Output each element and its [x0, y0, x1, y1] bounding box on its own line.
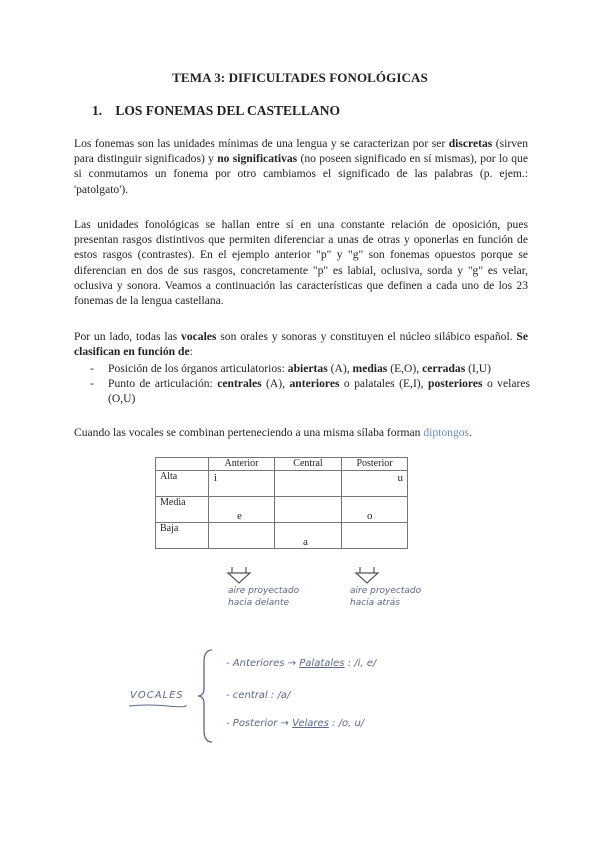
table-cell — [275, 471, 342, 497]
bold-term: discretas — [448, 137, 493, 150]
table-row — [156, 497, 408, 523]
list-dash: - — [90, 377, 94, 391]
underline-mark — [128, 703, 188, 709]
bold-term: posteriores — [428, 377, 483, 391]
table-cell — [275, 497, 342, 523]
handwritten-text: Palatales — [299, 658, 345, 669]
handwritten-text: Velares — [292, 718, 329, 729]
text: Punto de articulación: — [108, 377, 218, 391]
vowel: u — [397, 472, 403, 484]
table-header-row — [156, 458, 408, 471]
text: : — [189, 345, 193, 359]
paragraph-fonemas — [74, 136, 528, 197]
table-row — [156, 523, 408, 549]
vowel: i — [214, 472, 218, 484]
table-cell — [209, 471, 275, 497]
bold-term: vocales — [181, 330, 217, 343]
handwritten-word: VOCALES — [130, 690, 184, 701]
classification-list — [90, 361, 530, 407]
vowel: e — [237, 510, 242, 522]
vowel: o — [367, 510, 373, 522]
list-item — [90, 376, 530, 406]
highlighted-term: diptongos — [423, 426, 470, 439]
text: (no poseen significado en sí mismas), por lo que si conmutamos un fonema por otro cambiamos el significado de las palabras (p. ejem.: 'patolgato'). — [74, 152, 528, 196]
table-header-cell: Posterior — [342, 458, 408, 471]
table-row — [156, 471, 408, 497]
handwritten-text: : /i, e/ — [347, 658, 377, 669]
brace-icon — [196, 648, 216, 744]
handwritten-note-right — [350, 585, 421, 609]
vowel-table — [155, 457, 408, 549]
text: . — [469, 426, 472, 439]
section-heading — [92, 103, 340, 119]
page-title: TEMA 3: DIFICULTADES FONOLÓGICAS — [172, 70, 428, 85]
handwritten-line-anteriores — [226, 658, 376, 669]
text: (sirven para distinguir significados) y — [74, 137, 529, 166]
text: (A), — [327, 362, 353, 375]
handwritten-line-central — [226, 690, 290, 701]
handwritten-vocales — [130, 690, 184, 701]
handwritten-text: - Anteriores → — [226, 658, 297, 669]
paragraph-vocales — [74, 329, 528, 359]
text: (A), — [261, 377, 290, 391]
handwritten-text: : /o, u/ — [332, 718, 365, 729]
table-header-cell: Anterior — [209, 458, 275, 471]
handwritten-line: aire proyectado — [228, 586, 300, 596]
row-label: Media — [156, 497, 209, 523]
bold-term: Se clasifican en función de — [74, 330, 528, 359]
handwritten-line: hacia delante — [228, 598, 290, 608]
paragraph-diptongos — [74, 425, 528, 440]
handwritten-line: aire proyectado — [350, 586, 422, 596]
row-label: Baja — [156, 523, 209, 549]
table-cell — [209, 523, 275, 549]
bold-term: abiertas — [287, 362, 328, 375]
table-header-cell: Central — [275, 458, 342, 471]
section-title: LOS FONEMAS DEL CASTELLANO — [115, 103, 341, 118]
down-arrow-icon — [224, 565, 254, 585]
handwritten-text: - Posterior → — [226, 718, 289, 729]
table-cell — [209, 497, 275, 523]
list-item — [90, 361, 530, 376]
handwritten-text: - central : /a/ — [226, 690, 291, 701]
vowel: a — [303, 536, 308, 548]
down-arrow-icon — [352, 565, 382, 585]
bold-term: no significativas — [217, 152, 298, 166]
table-cell — [342, 523, 408, 549]
text: Los fonemas son las unidades mínimas de una lengua y se caracterizan por ser — [74, 137, 449, 150]
handwritten-line-posterior — [226, 718, 364, 729]
text: o velares (O,U) — [108, 377, 530, 406]
text: (I,U) — [465, 362, 491, 375]
section-number: 1. — [92, 103, 103, 118]
table-cell — [275, 523, 342, 549]
table-cell — [342, 497, 408, 523]
text: o palatales (E,I), — [339, 377, 428, 391]
row-label: Alta — [156, 471, 209, 497]
handwritten-line: hacia atrás — [350, 598, 400, 608]
text: Posición de los órganos articulatorios: — [108, 362, 288, 375]
text: (E,O), — [387, 362, 423, 375]
bold-term: anteriores — [289, 377, 340, 391]
handwritten-note-left — [228, 585, 299, 609]
bold-term: medias — [352, 362, 388, 375]
table-cell — [342, 471, 408, 497]
paragraph-oposicion: Las unidades fonológicas se hallan entre sí en una constante relación de oposición, pues presentan rasgos distintivos que permiten diferenciar a unas de otras y oponerlas en función de estos rasgos (contrastes). En el ejemplo anterior "p" y "g" son fonemas opuestos porque se diferencian en dos de sus rasgos, concretamente "p" es labial, oclusiva, sorda y "g" es velar, oclusiva y sonora. Veamos a continuación las características que definen a cada uno de los 23 fonemas de la lengua castellana. — [74, 218, 528, 308]
text: son orales y sonoras y constituyen el núcleo silábico español. — [216, 330, 517, 343]
text: Por un lado, todas las — [74, 330, 182, 343]
bold-term: cerradas — [422, 362, 466, 375]
bold-term: centrales — [217, 377, 262, 391]
text: Cuando las vocales se combinan perteneciendo a una misma sílaba forman — [74, 426, 424, 439]
list-dash: - — [90, 362, 94, 375]
table-header-cell — [156, 458, 209, 471]
